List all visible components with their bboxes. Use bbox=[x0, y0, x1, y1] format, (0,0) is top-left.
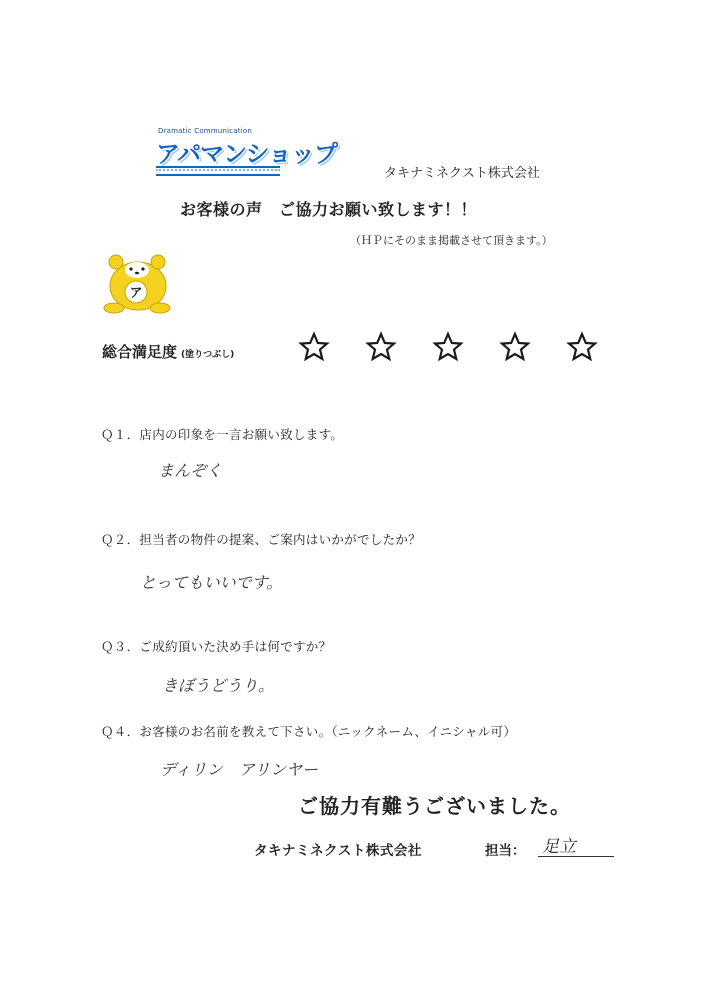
star-outline-icon[interactable] bbox=[365, 331, 397, 363]
rating-label bbox=[102, 341, 234, 362]
question-4: Ｑ４．お客様のお名前を教えて下さい。（ニックネーム、イニシャル可） bbox=[101, 724, 517, 739]
thanks-message: ご協力有難うございました。 bbox=[298, 794, 571, 818]
answer-2: とってもいいです。 bbox=[140, 573, 283, 592]
rating-label-text: 総合満足度 bbox=[102, 343, 178, 361]
company-name-top: タキナミネクスト株式会社 bbox=[384, 166, 540, 181]
answer-1: まんぞく bbox=[158, 461, 223, 480]
brand-logo: アパマンショップ bbox=[156, 140, 337, 168]
answer-4: ディリン アリンヤー bbox=[160, 760, 319, 779]
rating-sublabel: (塗りつぶし) bbox=[181, 350, 235, 360]
question-1: Ｑ１．店内の印象を一言お願い致します。 bbox=[101, 427, 344, 442]
company-name-bottom: タキナミネクスト株式会社 bbox=[254, 843, 422, 859]
staff-label: 担当： bbox=[485, 843, 526, 859]
mascot-badge-letter: ア bbox=[129, 286, 143, 301]
page-title: お客様の声 ご協力お願い致します！！ bbox=[180, 200, 478, 219]
mascot-icon bbox=[100, 248, 176, 316]
staff-name: 足立 bbox=[538, 832, 614, 857]
logo-tagline: Dramatic Communication bbox=[158, 127, 253, 135]
star-outline-icon[interactable] bbox=[499, 331, 531, 363]
publish-note: （ＨＰにそのまま掲載させて頂きます。） bbox=[350, 234, 553, 247]
star-outline-icon[interactable] bbox=[298, 331, 330, 363]
star-outline-icon[interactable] bbox=[566, 331, 598, 363]
star-outline-icon[interactable] bbox=[432, 331, 464, 363]
question-2: Ｑ２．担当者の物件の提案、ご案内はいかがでしたか？ bbox=[101, 532, 422, 547]
question-3: Ｑ３．ご成約頂いた決め手は何ですか？ bbox=[101, 639, 332, 654]
logo-underline bbox=[156, 166, 280, 176]
answer-3: きぼうどうり。 bbox=[162, 676, 275, 695]
star-rating[interactable] bbox=[298, 331, 603, 365]
